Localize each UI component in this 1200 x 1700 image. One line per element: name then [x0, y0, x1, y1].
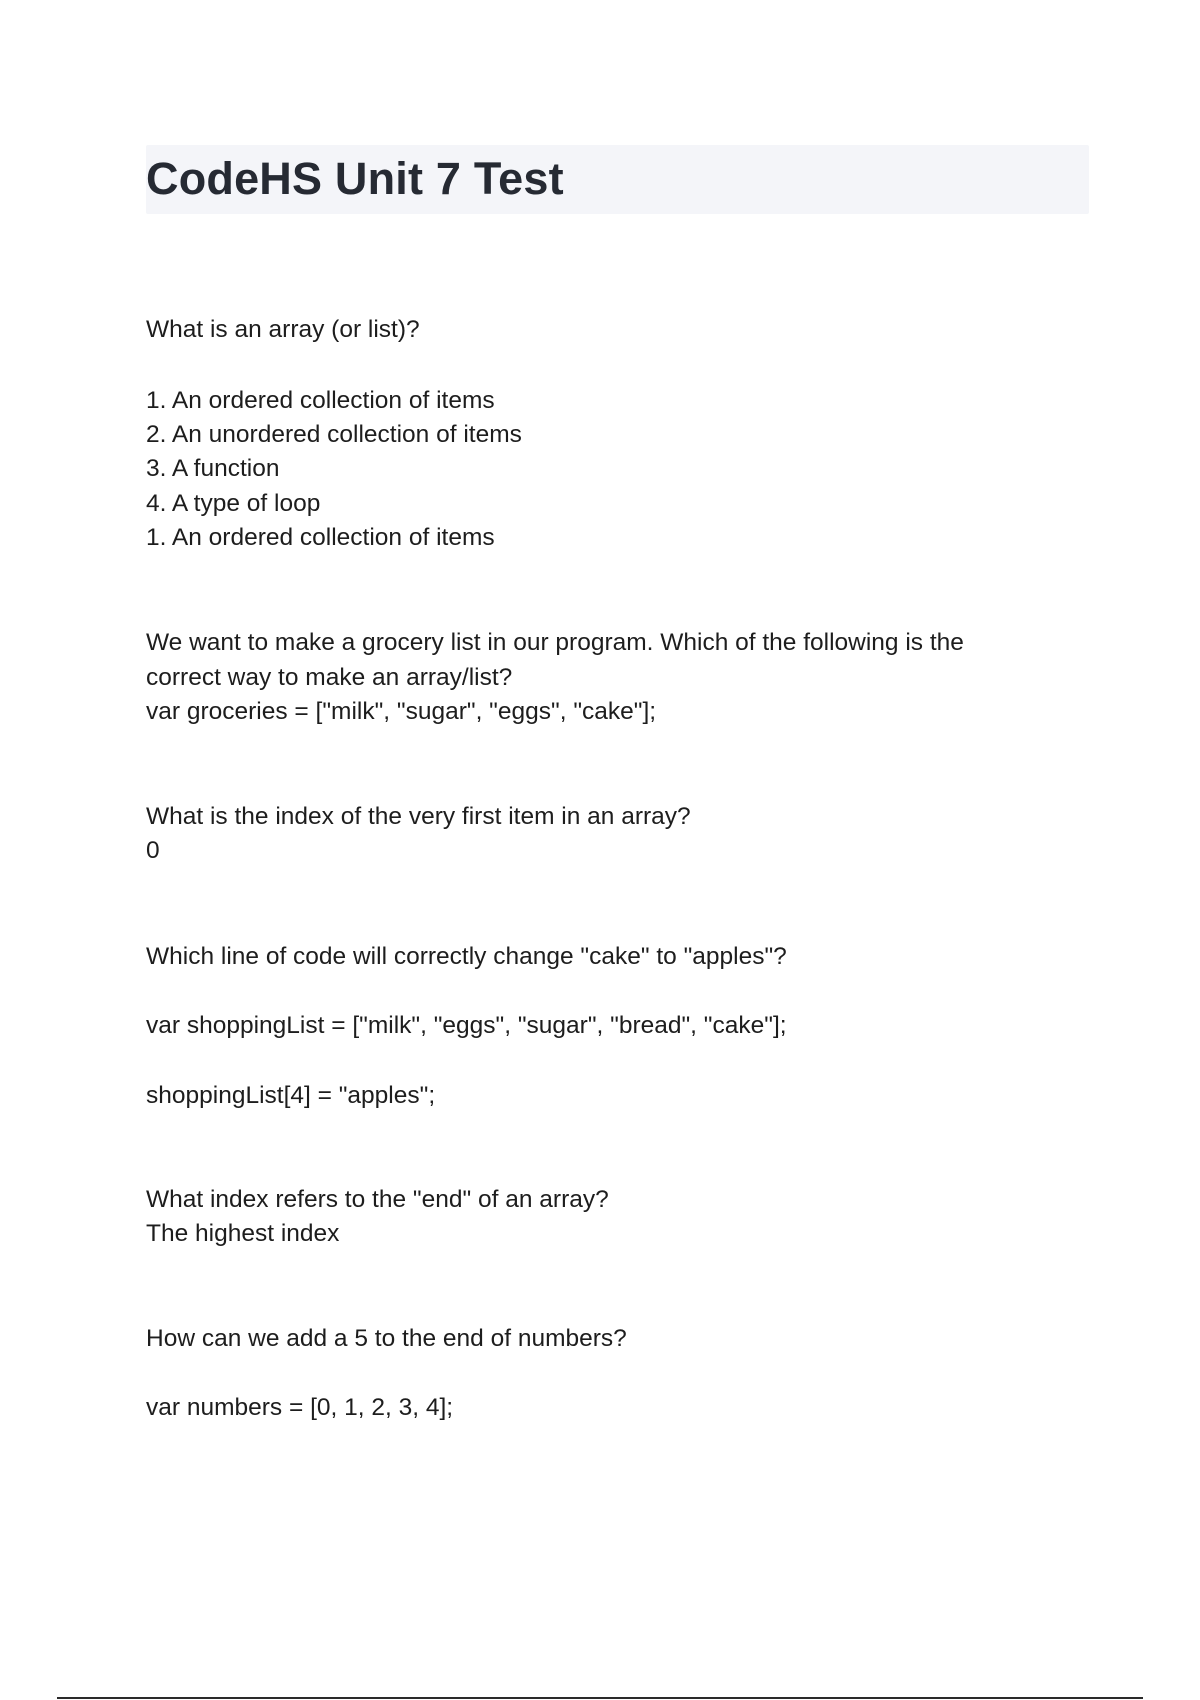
- question-1-prompt: What is an array (or list)?: [146, 316, 420, 343]
- page-bottom-divider: [57, 1697, 1143, 1699]
- question-1-option-2: 2. An unordered collection of items: [146, 421, 522, 448]
- question-5-prompt: What index refers to the "end" of an array?: [146, 1186, 609, 1213]
- title-banner: [146, 145, 1089, 214]
- question-5-answer: The highest index: [146, 1220, 340, 1247]
- question-3-prompt: What is the index of the very first item in an array?: [146, 803, 691, 830]
- question-6-code: var numbers = [0, 1, 2, 3, 4];: [146, 1394, 454, 1421]
- question-3-answer: 0: [146, 837, 160, 864]
- question-1-option-4: 4. A type of loop: [146, 490, 321, 517]
- question-2-prompt-line-1: We want to make a grocery list in our program. Which of the following is the: [146, 629, 964, 656]
- question-2-answer: var groceries = ["milk", "sugar", "eggs", "cake"];: [146, 698, 657, 725]
- question-2-prompt-line-2: correct way to make an array/list?: [146, 664, 513, 691]
- question-1-option-1: 1. An ordered collection of items: [146, 387, 495, 414]
- question-1-option-3: 3. A function: [146, 455, 280, 482]
- question-6-prompt: How can we add a 5 to the end of numbers?: [146, 1325, 627, 1352]
- document-title: CodeHS Unit 7 Test: [146, 153, 564, 204]
- question-4-prompt: Which line of code will correctly change "cake" to "apples"?: [146, 943, 787, 970]
- question-4-code: var shoppingList = ["milk", "eggs", "sugar", "bread", "cake"];: [146, 1012, 787, 1039]
- question-1-answer: 1. An ordered collection of items: [146, 524, 495, 551]
- question-4-answer: shoppingList[4] = "apples";: [146, 1082, 436, 1109]
